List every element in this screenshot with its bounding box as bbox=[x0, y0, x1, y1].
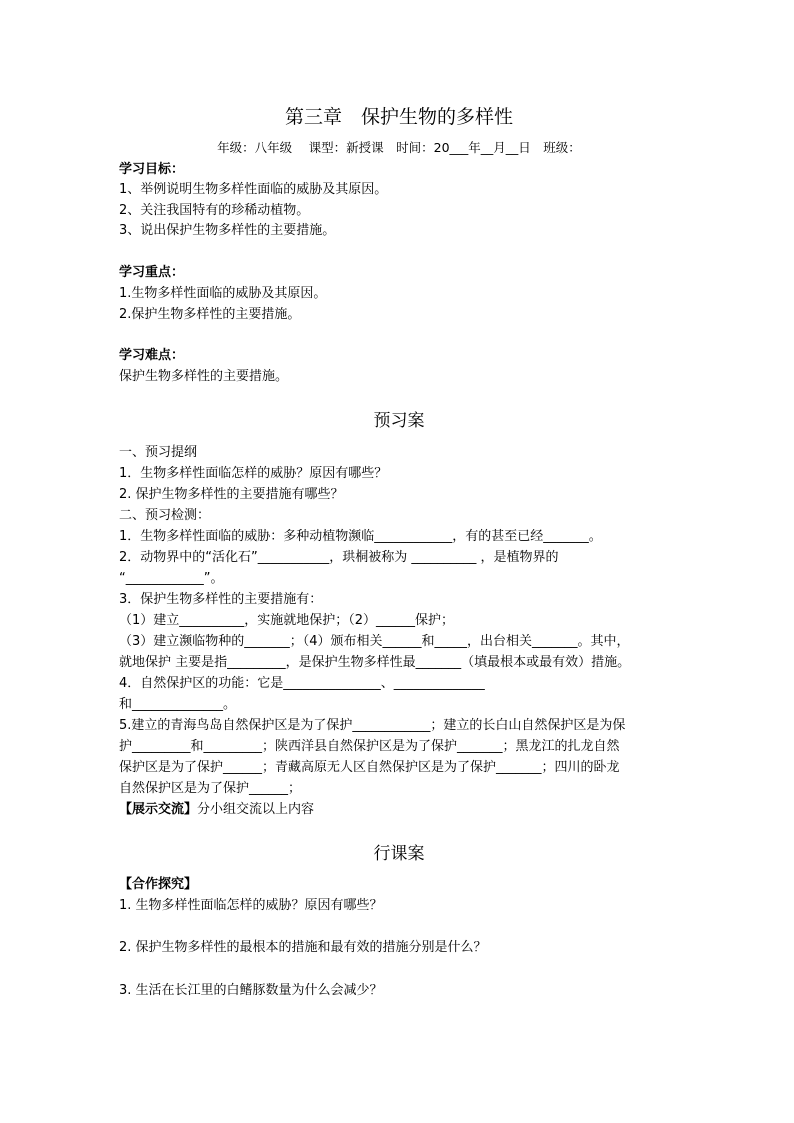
preview-line: 和______________。 bbox=[119, 697, 237, 712]
preview-line: 自然保护区是为了保护______； bbox=[119, 781, 302, 796]
difficulty-text: 保护生物多样性的主要措施。 bbox=[119, 369, 289, 384]
preview-line: 4．自然保护区的功能：它是_______________、______________ bbox=[119, 676, 485, 691]
objective-item: 3、说出保护生物多样性的主要措施。 bbox=[119, 223, 336, 238]
key-point-item: 1.生物多样性面临的威胁及其原因。 bbox=[119, 286, 327, 301]
inquiry-question: 1. 生物多样性面临怎样的威胁？原因有哪些？ bbox=[119, 898, 383, 913]
objective-item: 1、举例说明生物多样性面临的威胁及其原因。 bbox=[119, 182, 388, 197]
cooperative-inquiry-tag: 【合作探究】 bbox=[119, 877, 198, 892]
page-title: 第三章 保护生物的多样性 bbox=[284, 106, 513, 128]
inquiry-question: 2. 保护生物多样性的最根本的措施和最有效的措施分别是什么？ bbox=[119, 940, 487, 955]
preview-line: 5.建立的青海鸟岛自然保护区是为了保护____________；建立的长白山自然保护区是为保 bbox=[119, 718, 626, 733]
preview-line: 1．生物多样性面临怎样的威胁？原因有哪些？ bbox=[119, 466, 388, 481]
preview-line: 1．生物多样性面临的威胁：多种动植物濒临____________，有的甚至已经_______。 bbox=[119, 529, 602, 544]
preview-line: （3）建立濒临物种的_______；（4）颁布相关______和_____，出台相关_______。其中， bbox=[119, 634, 630, 649]
preview-line: 3．保护生物多样性的主要措施有： bbox=[119, 592, 323, 607]
lesson-section-title: 行课案 bbox=[373, 844, 425, 864]
preview-line: 2．动物界中的“活化石”___________，珙桐被称为 __________ ，是植物界的 bbox=[119, 550, 559, 565]
preview-line: 二、预习检测： bbox=[119, 508, 211, 523]
key-point-item: 2.保护生物多样性的主要措施。 bbox=[119, 307, 301, 322]
difficulty-heading: 学习难点： bbox=[119, 348, 185, 363]
preview-line: 一、预习提纲 bbox=[119, 445, 198, 460]
key-points-heading: 学习重点： bbox=[119, 265, 185, 280]
exchange-tag: 【展示交流】 bbox=[119, 802, 198, 817]
preview-line: 就地保护 主要是指_________，是保护生物多样性最_______（填最根本或最有效）措施。 bbox=[119, 655, 631, 670]
exchange-line bbox=[119, 801, 314, 819]
objectives-heading: 学习目标： bbox=[119, 162, 185, 177]
exchange-text: 分小组交流以上内容 bbox=[197, 802, 315, 817]
preview-line: （1）建立__________，实施就地保护；（2）______保护； bbox=[119, 613, 455, 628]
inquiry-question: 3. 生活在长江里的白鳍豚数量为什么会减少？ bbox=[119, 983, 383, 998]
objective-item: 2、关注我国特有的珍稀动植物。 bbox=[119, 203, 310, 218]
class-info: 年级：八年级 课型：新授课 时间：20___年__月__日 班级： bbox=[217, 140, 581, 155]
preview-line: 保护区是为了保护______；青藏高原无人区自然保护区是为了保护_______；四川的卧龙 bbox=[119, 760, 620, 775]
preview-line: 护_________和_________；陕西洋县自然保护区是为了保护_______；黑龙江的扎龙自然 bbox=[119, 739, 620, 754]
preview-section-title: 预习案 bbox=[373, 411, 425, 431]
preview-line: 2. 保护生物多样性的主要措施有哪些？ bbox=[119, 487, 344, 502]
preview-line: “____________”。 bbox=[119, 571, 224, 586]
